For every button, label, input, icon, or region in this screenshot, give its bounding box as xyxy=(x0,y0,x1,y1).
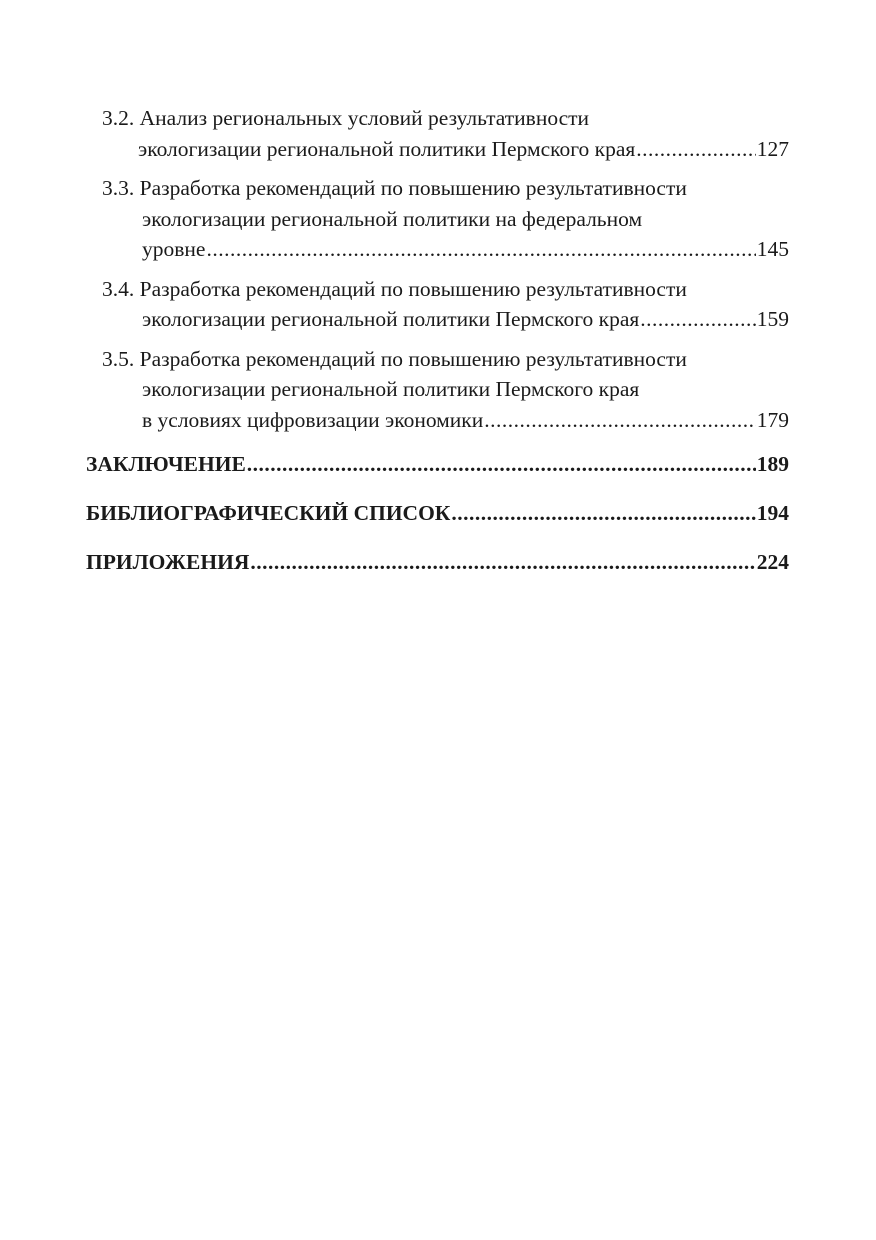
toc-entry-title-cont: экологизации региональной политики Пермского края xyxy=(138,136,636,161)
toc-page-number: 127 xyxy=(756,136,789,161)
toc-entry-title-cont: уровне xyxy=(142,237,206,261)
toc-entry-leader-line xyxy=(102,405,789,436)
dot-leader xyxy=(247,449,756,479)
toc-page-number: 189 xyxy=(756,452,789,476)
toc-entry-title: 3.3. Разработка рекомендаций по повышению результативности xyxy=(102,176,687,200)
table-of-contents xyxy=(86,103,789,596)
toc-entry-conclusion[interactable] xyxy=(86,449,789,479)
toc-entry-title: 3.5. Разработка рекомендаций по повышению результативности xyxy=(102,346,687,371)
toc-entry-title: ЗАКЛЮЧЕНИЕ xyxy=(86,452,246,476)
toc-entry-title: ПРИЛОЖЕНИЯ xyxy=(86,550,250,574)
toc-entry-3-3[interactable] xyxy=(102,173,789,265)
dot-leader xyxy=(636,134,755,165)
dot-leader xyxy=(484,405,756,436)
dot-leader xyxy=(250,547,755,577)
toc-entry-appendices[interactable] xyxy=(86,547,789,577)
dot-leader xyxy=(451,498,755,528)
dot-leader xyxy=(206,234,755,265)
toc-entry-title-cont: экологизации региональной политики на федеральном xyxy=(142,206,643,231)
toc-entry-bibliography[interactable] xyxy=(86,498,789,528)
toc-page-number: 159 xyxy=(756,307,789,331)
toc-entry-3-4[interactable] xyxy=(102,274,789,335)
toc-page-number: 194 xyxy=(756,501,789,525)
toc-page-number: 224 xyxy=(756,550,789,574)
toc-page-number: 145 xyxy=(756,237,789,261)
toc-entry-title: 3.4. Разработка рекомендаций по повышению результативности xyxy=(102,276,687,301)
toc-entry-title-cont: экологизации региональной политики Пермского края xyxy=(142,377,640,401)
toc-entry-3-2[interactable] xyxy=(102,103,789,164)
toc-entry-title-cont: экологизации региональной политики Пермского края xyxy=(142,307,640,331)
toc-entry-leader-line xyxy=(102,304,789,335)
toc-page-number: 179 xyxy=(756,407,789,432)
toc-entry-leader-line xyxy=(102,234,789,265)
toc-entry-title-cont: в условиях цифровизации экономики xyxy=(142,407,484,432)
toc-entry-title: 3.2. Анализ региональных условий результативности xyxy=(102,106,590,130)
toc-entry-3-5[interactable] xyxy=(102,344,789,436)
dot-leader xyxy=(640,304,755,335)
toc-entry-title: БИБЛИОГРАФИЧЕСКИЙ СПИСОК xyxy=(86,501,451,525)
toc-entry-leader-line xyxy=(102,134,789,165)
